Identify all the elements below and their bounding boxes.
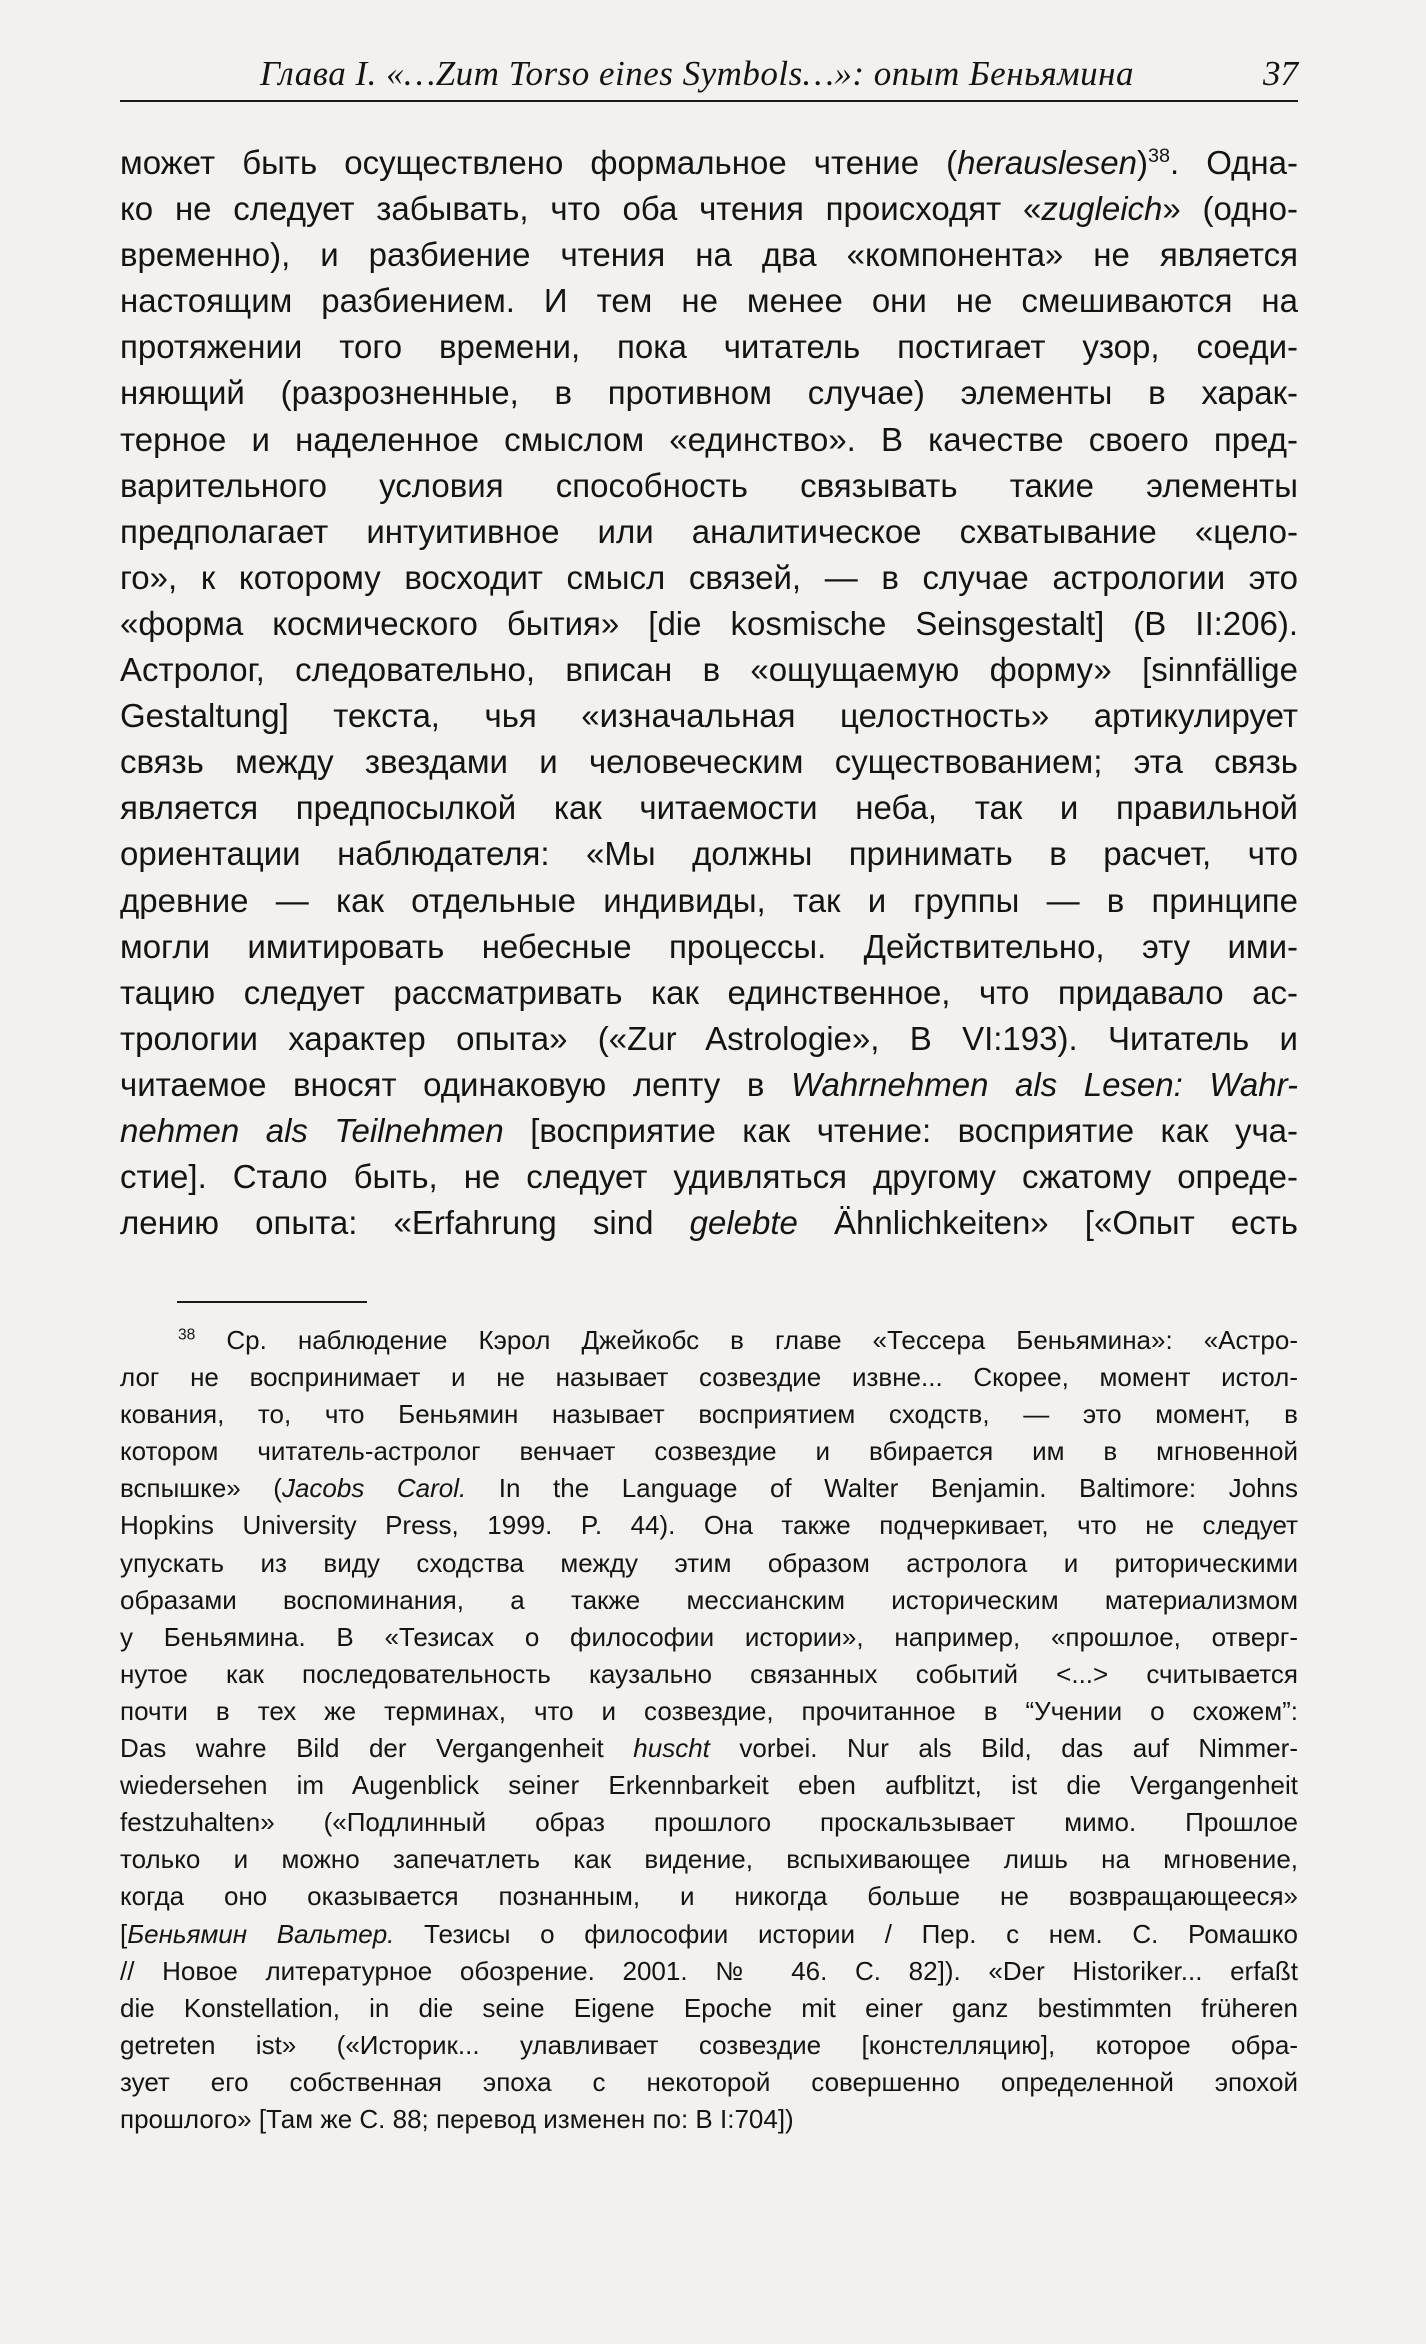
text-run: ко не следует забывать, что оба чтения происходят « — [120, 190, 1042, 228]
text-line — [120, 463, 1298, 509]
text-line — [120, 924, 1298, 970]
text-line — [120, 1016, 1298, 1062]
text-run: getreten ist» («Историк... улавливает созвездие [констелляцию], которое обра- — [120, 2029, 1298, 2060]
text-run: Gestaltung] текста, чья «изначальная целостность» артикулирует — [120, 697, 1298, 735]
text-run: связь между звездами и человеческим существованием; эта связь — [120, 743, 1298, 781]
text-run: wiedersehen im Augenblick seiner Erkennbarkeit eben aufblitzt, ist die Vergangenheit — [120, 1770, 1298, 1801]
footnote-line — [120, 1359, 1298, 1396]
footnote-line — [120, 1693, 1298, 1730]
text-run: временно), и разбиение чтения на два «компонента» не является — [120, 236, 1298, 274]
text-run: ) — [1136, 144, 1148, 181]
text-line — [120, 140, 1298, 186]
italic-text: Беньямин Вальтер. — [127, 1918, 395, 1949]
footnote-block — [120, 1322, 1298, 2138]
text-run: няющий (разрозненные, в противном случае) элементы в харак- — [120, 374, 1298, 412]
main-text-block — [120, 140, 1298, 1246]
text-run: может быть осуществлено формальное чтение ( — [120, 144, 958, 181]
text-line — [120, 739, 1298, 785]
text-run: Тезисы о философии истории / Пер. с нем. С. Ромашко — [394, 1918, 1298, 1949]
text-run: трологии характер опыта» («Zur Astrologie», В VI:193). Читатель и — [120, 1019, 1298, 1057]
text-run: // Новое литературное обозрение. 2001. № 46. С. 82]). «Der Historiker... erfaßt — [120, 1955, 1298, 1986]
italic-text: zugleich — [1041, 190, 1163, 228]
text-run: го», к которому восходит смысл связей, — в случае астрологии это — [120, 558, 1298, 596]
text-run: протяжении того времени, пока читатель постигает узор, соеди- — [120, 328, 1298, 366]
text-run: Ähnlichkeiten» [«Опыт есть — [797, 1204, 1298, 1242]
text-line — [120, 186, 1298, 232]
text-run: вспышке» ( — [120, 1473, 282, 1504]
text-run: упускать из виду сходства между этим образом астролога и риторическими — [120, 1547, 1298, 1578]
footnote-line — [120, 1878, 1298, 1915]
footnote-line — [120, 2064, 1298, 2101]
italic-text: Jacobs Carol. — [281, 1473, 467, 1504]
text-run: терное и наделенное смыслом «единство». В качестве своего пред- — [120, 420, 1298, 458]
footnote-line — [120, 1545, 1298, 1582]
text-run: стие]. Стало быть, не следует удивляться другому сжатому опреде- — [120, 1158, 1298, 1196]
footnote-divider — [177, 1301, 367, 1303]
text-run: прошлого» [Там же С. 88; перевод изменен по: В I:704]) — [120, 2103, 794, 2134]
text-run: древние — как отдельные индивиды, так и группы — в принципе — [120, 881, 1298, 919]
text-line — [120, 831, 1298, 877]
text-run: образами воспоминания, а также мессианским историческим материализмом — [120, 1584, 1298, 1615]
text-line — [120, 555, 1298, 601]
text-run: котором читатель-астролог венчает созвездие и вбирается им в мгновенной — [120, 1436, 1298, 1467]
text-run: [восприятие как чтение: восприятие как уча- — [503, 1111, 1298, 1149]
text-run: Das wahre Bild der Vergangenheit — [120, 1733, 634, 1764]
footnote-line — [120, 1582, 1298, 1619]
text-run: [ — [120, 1918, 128, 1949]
text-run: нутое как последовательность каузально связанных событий <...> считывается — [120, 1658, 1298, 1689]
text-line — [120, 417, 1298, 463]
text-run: тацию следует рассматривать как единственное, что придавало ас- — [120, 973, 1298, 1011]
italic-text: Wahrnehmen als Lesen: Wahr- — [790, 1065, 1298, 1103]
text-run: die Konstellation, in die seine Eigene Epoche mit einer ganz bestimmten früheren — [120, 1992, 1298, 2023]
text-line — [120, 324, 1298, 370]
text-run: Ср. наблюдение Кэрол Джейкобс в главе «Тессера Беньямина»: «Астро- — [195, 1325, 1298, 1355]
text-run: лению опыта: «Erfahrung sind — [120, 1204, 690, 1242]
text-line — [120, 970, 1298, 1016]
text-run: читаемое вносят одинаковую лепту в — [120, 1065, 791, 1103]
italic-text: huscht — [633, 1733, 710, 1764]
footnote-line — [120, 1396, 1298, 1433]
text-run: лог не воспринимает и не называет созвездие извне... Скорее, момент истол- — [120, 1362, 1298, 1393]
text-run: Hopkins University Press, 1999. P. 44). Она также подчеркивает, что не следует — [120, 1510, 1298, 1541]
text-run: «форма космического бытия» [die kosmische Seinsgestalt] (В II:206). — [120, 604, 1298, 642]
text-run: festzuhalten» («Подлинный образ прошлого проскальзывает мимо. Прошлое — [120, 1807, 1298, 1838]
text-run: варительного условия способность связывать такие элементы — [120, 466, 1298, 504]
footnote-marker: 38 — [1147, 145, 1170, 167]
running-head — [120, 52, 1298, 102]
text-line — [120, 693, 1298, 739]
text-run: кования, то, что Беньямин называет восприятием сходств, — это момент, в — [120, 1399, 1298, 1430]
text-run: . Одна- — [1169, 144, 1298, 181]
text-run: » (одно- — [1162, 190, 1298, 228]
footnote-line — [120, 1804, 1298, 1841]
footnote-line — [120, 1322, 1298, 1359]
text-line — [120, 1200, 1298, 1246]
footnote-line — [120, 1767, 1298, 1804]
text-line — [120, 232, 1298, 278]
text-run: у Беньямина. В «Тезисах о философии истории», например, «прошлое, отверг- — [120, 1621, 1298, 1652]
footnote-line — [120, 1730, 1298, 1767]
text-line — [120, 601, 1298, 647]
italic-text: gelebte — [689, 1204, 798, 1242]
text-run: является предпосылкой как читаемости неба, так и правильной — [120, 789, 1298, 827]
text-line — [120, 878, 1298, 924]
footnote-line — [120, 1470, 1298, 1507]
text-run: ориентации наблюдателя: «Мы должны принимать в расчет, что — [120, 835, 1298, 873]
footnote-line — [120, 1507, 1298, 1544]
text-run: зует его собственная эпоха с некоторой совершенно определенной эпохой — [120, 2066, 1298, 2097]
footnote-line — [120, 2101, 1298, 2138]
text-run: почти в тех же терминах, что и созвездие, прочитанное в “Учении о схожем”: — [120, 1695, 1298, 1726]
text-line — [120, 509, 1298, 555]
text-line — [120, 370, 1298, 416]
footnote-line — [120, 1953, 1298, 1990]
italic-text: herauslesen — [957, 144, 1137, 181]
italic-text: nehmen als Teilnehmen — [120, 1111, 504, 1149]
footnote-line — [120, 2027, 1298, 2064]
text-line — [120, 1108, 1298, 1154]
text-run: настоящим разбиением. И тем не менее они не смешиваются на — [120, 282, 1298, 320]
footnote-line — [120, 1916, 1298, 1953]
text-line — [120, 647, 1298, 693]
footnote-line — [120, 1433, 1298, 1470]
text-line — [120, 278, 1298, 324]
text-run: Астролог, следовательно, вписан в «ощущаемую форму» [sinnfällige — [120, 651, 1298, 689]
footnote-line — [120, 1656, 1298, 1693]
text-run: только и можно запечатлеть как видение, вспыхивающее лишь на мгновение, — [120, 1844, 1298, 1875]
page-number: 37 — [1263, 54, 1298, 93]
text-run: могли имитировать небесные процессы. Действительно, эту ими- — [120, 927, 1298, 965]
text-line — [120, 1154, 1298, 1200]
footnote-line — [120, 1619, 1298, 1656]
footnote-line — [120, 1990, 1298, 2027]
text-run: vorbei. Nur als Bild, das auf Nimmer- — [709, 1733, 1298, 1764]
footnote-line — [120, 1841, 1298, 1878]
text-run: In the Language of Walter Benjamin. Baltimore: Johns — [466, 1473, 1299, 1504]
chapter-title: Глава I. «…Zum Torso eines Symbols…»: опыт Беньямина — [260, 54, 1134, 93]
text-run: когда оно оказывается познанным, и никогда больше не возвращающееся» — [120, 1881, 1298, 1912]
footnote-marker: 38 — [178, 1326, 196, 1344]
text-line — [120, 1062, 1298, 1108]
text-line — [120, 785, 1298, 831]
text-run: предполагает интуитивное или аналитическое схватывание «цело- — [120, 512, 1298, 550]
